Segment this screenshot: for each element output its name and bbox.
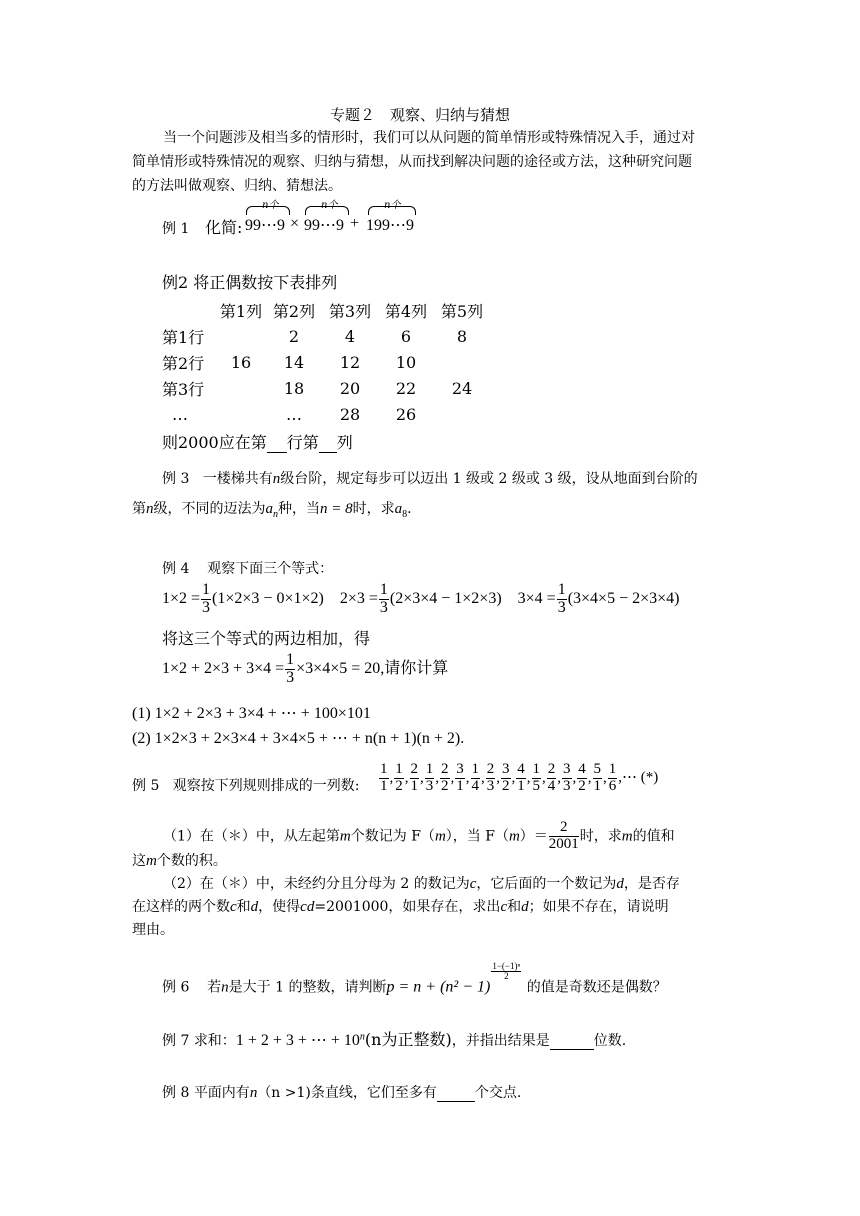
example-1-times: ×: [290, 215, 300, 232]
row-label: 第2行: [162, 353, 205, 373]
table-cell: …: [286, 404, 302, 424]
frac-den: 1: [456, 777, 464, 794]
example-6-label: 例 6: [162, 979, 190, 996]
example-3-line-1: [162, 468, 698, 488]
intro-line-2: 简单情形或特殊情况的观察、归纳与猜想，从而找到解决问题的途径或方法，这种研究问题: [132, 154, 692, 170]
frac-num: 1: [395, 761, 403, 777]
sequence-fraction: [471, 762, 481, 795]
frac-den: 3: [425, 777, 434, 794]
example-5-part-1-line-1: [163, 820, 675, 853]
table-cell: 4: [344, 326, 356, 346]
frac-den: 3: [563, 777, 571, 794]
text: 这: [132, 853, 146, 869]
formula-p: p = n + (n² − 1): [386, 978, 491, 996]
condition: (n为正整数): [364, 1030, 452, 1049]
text: （1）在（＊）中，从左起第: [163, 828, 340, 845]
example-4-heading: [162, 558, 333, 578]
sum-tail: 请你计算: [384, 657, 449, 677]
sequence-fraction: [547, 762, 557, 795]
text: 时，求: [579, 828, 622, 845]
table-row: [162, 401, 490, 427]
var-a: a: [394, 501, 403, 517]
sum-rhs: ×3×4×5 = 20,: [296, 659, 385, 677]
var-c: c: [500, 899, 508, 915]
example-4-sum-line: [162, 652, 448, 687]
column-header: 第3列: [328, 301, 372, 321]
text: =2001000，如果存在，求出: [314, 899, 501, 915]
subscript-n: n: [273, 508, 278, 520]
question-part: 则2000应在第: [162, 433, 267, 452]
table-cell: 14: [283, 352, 305, 372]
var-cd: cd: [300, 899, 315, 915]
var-c: c: [469, 876, 477, 892]
example-1-term-1: 99⋯9: [245, 217, 285, 234]
frac-den: 3: [202, 598, 211, 616]
sequence-fraction: [562, 762, 572, 795]
example-4-label: 例 4: [162, 561, 190, 577]
table-cell: 18: [283, 378, 305, 398]
example-1-label: 例 1: [162, 221, 190, 237]
example-2-table: [162, 297, 490, 427]
text: 的值是奇数还是偶数？: [526, 979, 667, 996]
fraction-sequence: [378, 761, 618, 794]
example-5-part-2-line-3: 理由。: [132, 922, 174, 938]
text: 种，当: [278, 501, 320, 517]
example-5-heading: [132, 775, 359, 795]
fraction-one-third: [285, 652, 295, 687]
text: 在这样的两个数: [132, 899, 230, 915]
table-cell: 20: [339, 378, 361, 398]
table-cell: 22: [395, 378, 417, 398]
example-5-part-1-line-2: [132, 850, 227, 870]
text: 位数.: [593, 1033, 627, 1049]
frac-num: 1: [471, 761, 479, 777]
text: ，它后面的一个数记为: [476, 876, 617, 892]
table-header-row: [162, 297, 490, 323]
example-4-question-1: (1) 1×2 + 2×3 + 3×4 + ⋯ + 100×101: [132, 705, 371, 722]
example-8-label: 例 8: [162, 1085, 190, 1101]
frac-den: 2: [504, 971, 509, 982]
table-cell: 12: [339, 352, 361, 372]
frac-den: 4: [547, 777, 556, 794]
answer-blank-intersections: [437, 1087, 475, 1102]
answer-blank-row: [267, 436, 287, 453]
subscript-8: 8: [402, 508, 408, 520]
table-row: [162, 375, 490, 401]
column-header: 第1列: [219, 301, 263, 321]
table-cell: [434, 349, 490, 375]
frac-num: 3: [502, 761, 510, 777]
sequence-fraction: [516, 762, 526, 795]
row-label: 第3行: [162, 379, 205, 399]
var-d: d: [616, 876, 624, 892]
comma: ,: [404, 769, 409, 786]
table-cell: 28: [339, 404, 361, 424]
var-a: a: [265, 501, 273, 517]
example-7-label: 例 7: [162, 1033, 190, 1049]
frac-num: 2: [441, 761, 449, 777]
table-cell: 8: [456, 326, 468, 346]
comma: ,: [435, 769, 439, 786]
var-c: c: [230, 899, 237, 915]
text: ，使得: [258, 899, 301, 915]
table-cell: 10: [395, 352, 417, 372]
text: 时，求: [352, 501, 395, 517]
column-header: 第4列: [384, 301, 428, 321]
example-1-term-2: 99⋯9: [304, 217, 344, 234]
frac-den: 2: [502, 777, 510, 794]
equation: n = 8: [320, 501, 353, 517]
text: 个交点.: [474, 1085, 522, 1101]
text: 观察按下列规则排成的一列数:: [172, 778, 360, 794]
text: 是大于 1 的整数，请判断: [228, 979, 387, 996]
text: 观察下面三个等式：: [207, 561, 334, 577]
sequence-fraction: [379, 762, 389, 795]
table-cell: [434, 401, 490, 427]
equation-2-lhs: 2×3 =: [339, 589, 378, 607]
frac-num: 1−(−1)ⁿ: [492, 961, 521, 971]
sequence-fraction: [608, 762, 618, 795]
sequence-fraction: [501, 762, 511, 795]
example-2-heading: 例2 将正偶数按下表排列: [162, 273, 338, 292]
answer-blank-col: [319, 436, 337, 453]
text: 和: [507, 899, 522, 915]
text: ）＝: [519, 828, 548, 845]
example-3-label: 例 3: [162, 471, 190, 487]
table-cell: 2: [288, 326, 300, 346]
frac-num: 2: [410, 761, 418, 777]
equation-3-rhs: (3×4×5 − 2×3×4): [567, 589, 680, 607]
frac-den: 1: [593, 777, 601, 794]
text: 个数的积。: [156, 853, 227, 869]
frac-den: 2: [578, 777, 586, 794]
frac-den: 4: [471, 777, 479, 794]
var-m: m: [508, 828, 520, 845]
sum-lhs: 1×2 + 2×3 + 3×4 =: [162, 659, 285, 677]
frac-num: 4: [517, 761, 525, 777]
frac-den: 3: [486, 777, 495, 794]
text: ），当 F（: [445, 828, 509, 845]
table-cell: 26: [395, 404, 417, 424]
var-m: m: [146, 853, 157, 869]
comma: ,: [389, 769, 394, 786]
fraction-2-over-2001: [549, 820, 579, 853]
sequence-fraction: [394, 762, 404, 795]
frac-num: 4: [578, 761, 586, 777]
table-cell: [216, 401, 266, 427]
example-3-line-2: [132, 498, 412, 520]
comma: ,: [587, 769, 592, 786]
var-d: d: [521, 899, 529, 915]
example-5-sequence: [378, 762, 658, 795]
table-cell: 6: [400, 326, 412, 346]
frac-den: 1: [380, 777, 388, 794]
frac-num: 3: [456, 761, 464, 777]
row-label: 第1行: [162, 327, 205, 347]
equation-1-lhs: 1×2 =: [162, 589, 201, 607]
frac-num: 1: [286, 651, 295, 668]
frac-den: 2: [441, 777, 449, 794]
frac-num: 2: [549, 820, 579, 837]
table-cell: 24: [451, 378, 473, 398]
example-5-part-2-line-1: [163, 873, 680, 893]
example-2-question: [162, 430, 353, 453]
text: ；如果不存在，请说明: [528, 899, 669, 915]
exponent-n: n: [359, 1031, 365, 1043]
comma: ,: [496, 769, 500, 786]
row-label: …: [172, 404, 188, 424]
frac-num: 1: [379, 581, 388, 598]
example-5-label: 例 5: [132, 778, 160, 794]
exponent-fraction: [491, 962, 521, 982]
comma: ,: [603, 769, 607, 786]
var-m: m: [339, 828, 351, 845]
frac-num: 2: [486, 761, 495, 777]
example-4-question-2: (2) 1×2×3 + 2×3×4 + 3×4×5 + ⋯ + n(n + 1)(n + 2).: [132, 730, 465, 747]
text: 个数记为 F（: [350, 828, 435, 845]
frac-num: 5: [593, 761, 601, 777]
equation-1-rhs: (1×2×3 − 0×1×2): [212, 589, 324, 607]
text: 求和：: [193, 1033, 236, 1049]
frac-num: 1: [557, 581, 566, 598]
frac-den: 3: [379, 598, 388, 616]
frac-num: 2: [547, 761, 556, 777]
condition: （n >1): [257, 1085, 311, 1101]
answer-blank-digits: [550, 1035, 594, 1050]
text: 平面内有: [193, 1085, 250, 1101]
var-n: n: [146, 501, 154, 517]
example-4-sum-text: 将这三个等式的两边相加，得: [162, 629, 371, 648]
table-row: [162, 349, 490, 375]
question-part: 行第: [286, 433, 319, 452]
question-part: 列: [336, 433, 353, 452]
sequence-fraction: [455, 762, 465, 795]
fraction-one-third: [379, 582, 389, 617]
intro-line-1: 当一个问题涉及相当多的情形时，我们可以从问题的简单情形或特殊情况入手，通过对: [163, 130, 695, 146]
comma: ,: [465, 769, 470, 786]
var-m: m: [434, 828, 446, 845]
example-1-term-3: 199⋯9: [366, 217, 414, 234]
text: ，是否存: [623, 876, 680, 892]
comma: ,: [450, 769, 455, 786]
sum-formula: 1 + 2 + 3 + ⋯ + 10: [235, 1032, 360, 1049]
comma: ,: [572, 769, 577, 786]
sequence-fraction: [532, 762, 542, 795]
comma: ,: [526, 769, 531, 786]
frac-num: 3: [563, 761, 571, 777]
comma: ,: [420, 769, 424, 786]
comma: ,: [511, 769, 516, 786]
text: 级，不同的迈法为: [153, 501, 266, 517]
fraction-one-third: [557, 582, 567, 617]
table-cell: 16: [230, 352, 252, 372]
var-n: n: [249, 1085, 258, 1101]
brace-3-label: n个: [384, 200, 401, 211]
frac-num: 1: [425, 761, 434, 777]
table-cell: [216, 375, 266, 401]
text: 第: [132, 501, 146, 517]
frac-den: 3: [286, 668, 295, 686]
frac-num: 1: [532, 761, 540, 777]
comma: ,: [481, 769, 485, 786]
sequence-fraction: [410, 762, 420, 795]
equation-3-lhs: 3×4 =: [517, 589, 556, 607]
brace-1-label: n个: [262, 200, 279, 211]
table-corner: [162, 297, 216, 323]
comma: ,: [542, 769, 546, 786]
sequence-fraction: [440, 762, 450, 795]
text: 若: [207, 979, 222, 996]
sequence-fraction: [486, 762, 496, 795]
text: （2）在（＊）中，未经约分且分母为 2 的数记为: [163, 876, 470, 892]
var-n: n: [272, 471, 281, 487]
sequence-tail: ,⋯ (*): [618, 769, 659, 786]
intro-line-3: 的方法叫做观察、归纳、猜想法。: [132, 178, 342, 194]
example-4-equations: [162, 582, 679, 617]
frac-den: 1: [410, 777, 418, 794]
frac-num: 1: [202, 581, 211, 598]
var-m: m: [621, 828, 633, 845]
sequence-fraction: [425, 762, 435, 795]
frac-num: 1: [608, 761, 617, 777]
frac-num: 1: [380, 761, 388, 777]
example-1-plus: +: [350, 215, 360, 232]
example-8-line: [162, 1082, 521, 1102]
brace-2-label: n个: [321, 200, 338, 211]
text: ，并指出结果是: [451, 1033, 550, 1049]
text: .: [407, 501, 412, 517]
text: 的值和: [632, 828, 675, 845]
example-6-line: [162, 962, 667, 996]
sequence-fraction: [593, 762, 603, 795]
var-n: n: [221, 979, 229, 996]
column-header: 第5列: [440, 301, 484, 321]
frac-den: 5: [532, 777, 540, 794]
page-title: 专题２ 观察、归纳与猜想: [330, 106, 511, 124]
frac-den: 2001: [548, 835, 579, 852]
text: 条直线，它们至多有: [310, 1085, 437, 1101]
column-header: 第2列: [272, 301, 316, 321]
table-cell: [216, 323, 266, 349]
text: 一楼梯共有: [202, 471, 273, 487]
sequence-fraction: [577, 762, 587, 795]
fraction-one-third: [201, 582, 211, 617]
equation-2-rhs: (2×3×4 − 1×2×3): [389, 589, 502, 607]
frac-den: 6: [608, 777, 617, 794]
example-7-line: [162, 1027, 626, 1050]
var-d: d: [250, 899, 259, 915]
frac-den: 1: [517, 777, 525, 794]
text: 和: [236, 899, 251, 915]
text: 级台阶，规定每步可以迈出 1 级或 2 级或 3 级，设从地面到台阶的: [280, 471, 698, 487]
frac-den: 3: [557, 598, 566, 616]
frac-den: 2: [395, 777, 403, 794]
table-row: [162, 323, 490, 349]
example-5-part-2-line-2: [132, 896, 669, 916]
example-2-table-wrap: [162, 297, 490, 427]
example-1-text: 化简:: [205, 218, 243, 237]
comma: ,: [557, 769, 561, 786]
